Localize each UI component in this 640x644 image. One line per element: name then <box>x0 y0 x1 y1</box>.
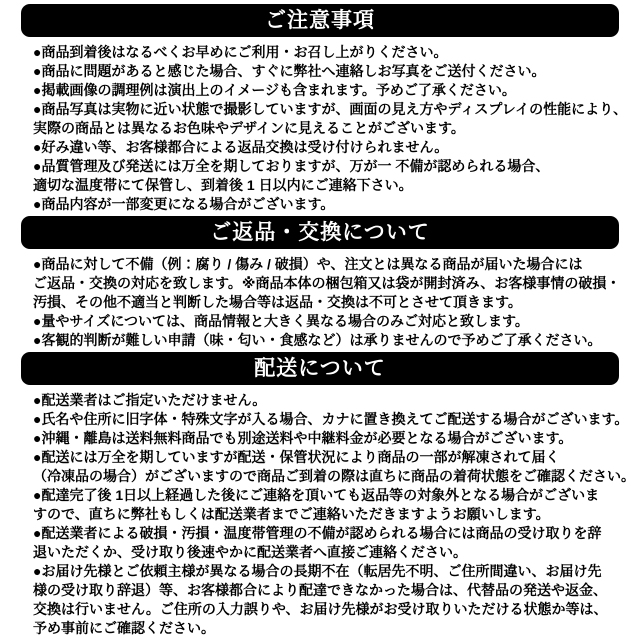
section-header-returns-exchange <box>21 216 619 249</box>
notice-line: ●商品写真は実物に近い状態で撮影していますが、画面の見え方やディスプレイの性能により、 <box>33 101 628 117</box>
product-notice-page <box>0 4 640 644</box>
notice-line: ●配送業者による破損・汚損・温度帯管理の不備が認められる場合には商品の受け取りを辞 <box>33 525 602 541</box>
section-title-notices: ご注意事項 <box>265 9 375 32</box>
notice-line: すので、直ちに弊社もしくは配送業者までご連絡いただきますようお願いします。 <box>33 506 550 522</box>
notice-line: （冷凍品の場合）がございますので商品ご到着の際は直ちに商品の着荷状態をご確認ください。 <box>33 468 635 484</box>
notice-line: 様の受け取り辞退）等、お客様都合により配達できなかった場合は、代替品の発送や返金、 <box>33 582 607 598</box>
notice-line: ●商品に対して不備（例：腐り / 傷み / 破損）や、注文とは異なる商品が届いた場合には <box>33 256 583 272</box>
section-header-notices <box>21 4 619 37</box>
section-notices <box>0 4 640 214</box>
notice-line: ●好み違い等、お客様都合による返品交換は受け付けられません。 <box>33 139 449 155</box>
section-body-notices <box>0 43 640 214</box>
notice-line: ●掲載画像の調理例は演出上のイメージも含まれます。予めご了承ください。 <box>33 82 516 98</box>
notice-line: ●商品内容が一部変更になる場合がございます。 <box>33 196 335 212</box>
notice-line: ●客観的判断が難しい申請（味・匂い・食感など）は承りませんので予めご了承ください。 <box>33 332 602 348</box>
notice-line: 適切な温度帯にて保管し、到着後 1 日以内にご連絡下さい。 <box>33 177 413 193</box>
notice-line: 実際の商品とは異なるお色味やデザインに見えることがございます。 <box>33 120 465 136</box>
notice-line: 交換は行いません。ご住所の入力誤りや、お届け先様がお受け取りいただける状態か等は、 <box>33 601 608 617</box>
section-header-shipping <box>21 352 619 385</box>
notice-line: ●配達完了後 1日以上経過した後にご連絡を頂いても返品等の対象外となる場合がございま <box>33 487 600 503</box>
notice-line: 汚損、その他不適当と判断した場合等は返品・交換は不可とさせて頂きます。 <box>33 294 522 310</box>
section-title-returns-exchange: ご返品・交換について <box>210 221 430 244</box>
notice-line: ●氏名や住所に旧字体・特殊文字が入る場合、カナに置き換えてご配送する場合がございます。 <box>33 411 629 427</box>
notice-line: 予め事前にご確認ください。 <box>33 620 215 636</box>
notice-line: ●お届け先様とご依頼主様が異なる場合の長期不在（転居先不明、ご住所間違い、お届け先 <box>33 563 602 579</box>
notice-line: ●配送には万全を期していますが配送・保管状況により商品の一部が解凍されて届く <box>33 449 560 465</box>
section-shipping <box>0 352 640 638</box>
section-title-shipping: 配送について <box>254 357 386 380</box>
notice-line: ●商品に問題があると感じた場合、すぐに弊社へ連絡しお写真をご送付ください。 <box>33 63 546 79</box>
section-returns-exchange <box>0 216 640 350</box>
notice-line: ●量やサイズについては、商品情報と大きく異なる場合のみご対応と致します。 <box>33 313 529 329</box>
notice-line: ご返品・交換の対応を致します。※商品本体の梱包箱又は袋が開封済み、お客様事情の破損・ <box>33 275 621 291</box>
notice-line: ●品質管理及び発送には万全を期しておりますが、万が一 不備が認められる場合、 <box>33 158 550 174</box>
notice-line: ●配送業者はご指定いただけません。 <box>33 392 267 408</box>
notice-line: ●沖縄・離島は送料無料商品でも別途送料や中継料金が必要となる場合がございます。 <box>33 430 573 446</box>
notice-line: 退いただくか、受け取り後速やかに配送業者へ直接ご連絡ください。 <box>33 544 467 560</box>
notice-line: ●商品到着後はなるべくお早めにご利用・お召し上がりください。 <box>33 44 448 60</box>
section-body-returns-exchange <box>0 255 640 350</box>
section-body-shipping <box>0 391 640 638</box>
